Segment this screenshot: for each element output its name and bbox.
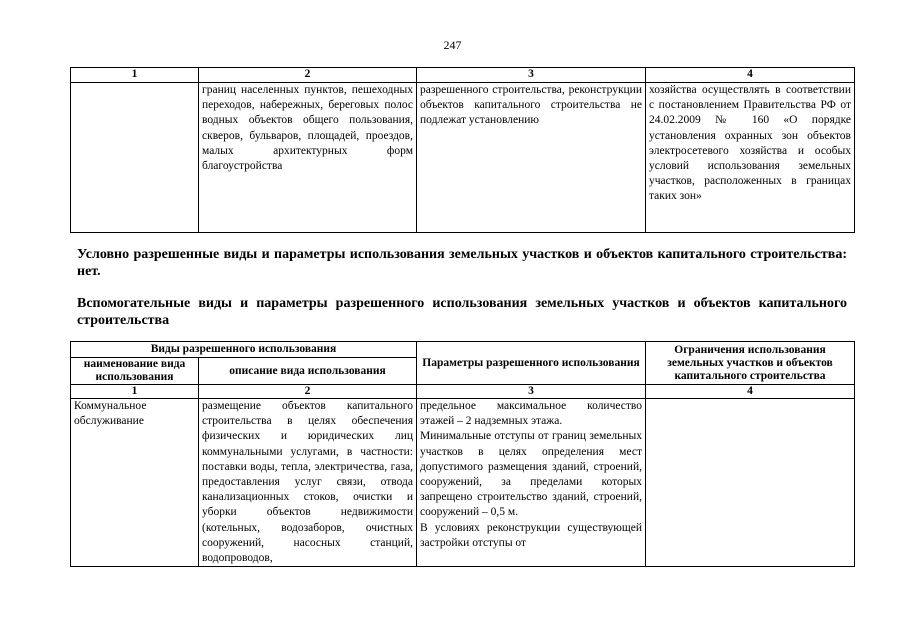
cell-restrictions: хозяйства осуществлять в соответствии с постановлением Правительства РФ от 24.02.2009 № 160 «О порядке установления охранных зон объектов электросетевого хозяйства и особых условий использования земельных участков, расположенных в границах таких зон» [646, 83, 855, 233]
conditional-uses-heading: Условно разрешенные виды и параметры использования земельных участков и объектов капитального строительства: нет. [77, 247, 847, 279]
header-restrictions: Ограничения использования земельных участков и объектов капитального строительства [646, 342, 855, 385]
col-num-1: 1 [71, 385, 199, 399]
parameter-max-floors: предельное максимальное количество этажей – 2 надземных этажа. [420, 400, 642, 428]
continuation-table [70, 67, 855, 233]
cell-parameters [417, 399, 646, 567]
cell-use-description: размещение объектов капитального строительства в целях обеспечения физических и юридических лиц коммунальными услугами, в частности: поставки воды, тепла, электричества, газа, предоставления услуг связи, отвода канализационных стоков, очистки и уборки объектов недвижимости (котельных, водозаборов, очистных сооружений, насосных станций, водопроводов, [199, 399, 417, 567]
header-parameters: Параметры разрешенного использования [417, 342, 646, 385]
header-use-types: Виды разрешенного использования [71, 342, 417, 358]
col-num-4: 4 [646, 385, 855, 399]
col-num-3: 3 [417, 385, 646, 399]
parameter-reconstruction: В условиях реконструкции существующей застройки отступы от [420, 521, 642, 549]
col-num-4: 4 [646, 68, 855, 83]
auxiliary-uses-heading: Вспомогательные виды и параметры разрешенного использования земельных участков и объектов капитального строительства [77, 296, 847, 328]
table-row [71, 83, 855, 233]
col-num-3: 3 [417, 68, 646, 83]
col-num-2: 2 [199, 385, 417, 399]
cell-description: границ населенных пунктов, пешеходных переходов, набережных, береговых полос водных объектов общего пользования, скверов, бульваров, площадей, проездов, малых архитектурных форм благоустройства [199, 83, 417, 233]
cell-restrictions [646, 399, 855, 567]
header-use-name: наименование вида использования [71, 358, 199, 385]
col-num-2: 2 [199, 68, 417, 83]
cell-use-name: Коммунальное обслуживание [71, 399, 199, 567]
header-use-description: описание вида использования [199, 358, 417, 385]
cell-name [71, 83, 199, 233]
cell-parameters: разрешенного строительства, реконструкции объектов капитального строительства не подлежат установлению [417, 83, 646, 233]
col-num-1: 1 [71, 68, 199, 83]
parameter-min-setbacks: Минимальные отступы от границ земельных участков в целях определения мест допустимого размещения зданий, строений, сооружений, за пределами которых запрещено строительство зданий, строений, сооружений – 0,5 м. [420, 430, 642, 519]
page-number: 247 [443, 38, 462, 52]
table-row [71, 399, 855, 567]
auxiliary-uses-table [70, 341, 855, 567]
